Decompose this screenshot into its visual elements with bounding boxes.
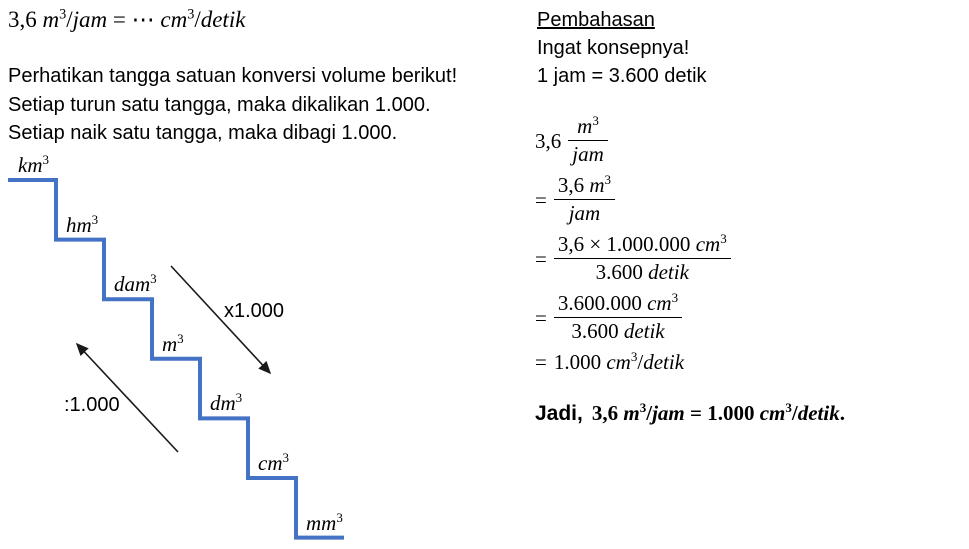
step-lhs: = (535, 305, 547, 330)
step-lhs: = (535, 350, 547, 374)
denominator: 3.600 detik (595, 260, 689, 284)
solution-step (535, 173, 615, 226)
divide-factor-label: :1.000 (64, 394, 120, 416)
numerator: 3,6 $m^3$ (554, 173, 615, 200)
conclusion-math: 3,6 $m^3$/jam = 1.000 $cm^3$/detik. (591, 400, 845, 425)
time-conversion-fact: 1 jam = 3.600 detik (537, 65, 707, 87)
step-lhs: = (535, 187, 547, 212)
solution-reminder: Ingat konsepnya! (537, 37, 690, 59)
solution-step (535, 350, 684, 374)
fraction (554, 291, 682, 344)
problem-statement: 3,6 $m^3$/jam = ⋯ $cm^3$/detik (8, 6, 246, 32)
denominator: jam (572, 142, 604, 166)
ladder-unit-hm3: $hm^3$ (66, 211, 99, 237)
ladder-unit-mm3: $mm^3$ (306, 509, 343, 535)
conclusion (535, 401, 845, 426)
denominator: 3.600 detik (571, 319, 665, 343)
stair-line (8, 180, 344, 538)
ladder-unit-m3: $m^3$ (162, 330, 184, 356)
ladder-unit-cm3: $cm^3$ (258, 450, 290, 475)
conclusion-label: Jadi, (535, 402, 583, 425)
solution-header (537, 6, 707, 90)
solution-heading: Pembahasan (537, 9, 655, 31)
solution-step (535, 291, 682, 344)
fraction (554, 173, 615, 226)
solution-steps (535, 114, 731, 374)
intro-line-2: Setiap turun satu tangga, maka dikalikan 1.000. (8, 93, 431, 116)
solution-step (535, 114, 608, 167)
fraction (568, 114, 608, 167)
intro-line-3: Setiap naik satu tangga, maka dibagi 1.000. (8, 122, 398, 144)
ladder-unit-dam3: dam$^3$ (114, 271, 157, 297)
ladder-unit-km3: $km^3$ (18, 152, 50, 177)
multiply-factor-label: x1.000 (224, 300, 285, 322)
step-lhs: 3,6 (535, 128, 562, 153)
numerator: 3,6 × 1.000.000 $cm^3$ (554, 232, 731, 259)
numerator: $m^3$ (568, 114, 608, 141)
solution-step (535, 232, 731, 285)
numerator: 3.600.000 $cm^3$ (554, 291, 682, 318)
step-lhs: = (535, 246, 547, 271)
fraction (554, 232, 731, 285)
step-expression: 1.000 $cm^3$/detik (553, 349, 685, 374)
ladder-unit-dm3: $dm^3$ (210, 390, 243, 416)
intro-line-1: Perhatikan tangga satuan konversi volume berikut! (8, 65, 458, 87)
denominator: jam (568, 201, 601, 225)
